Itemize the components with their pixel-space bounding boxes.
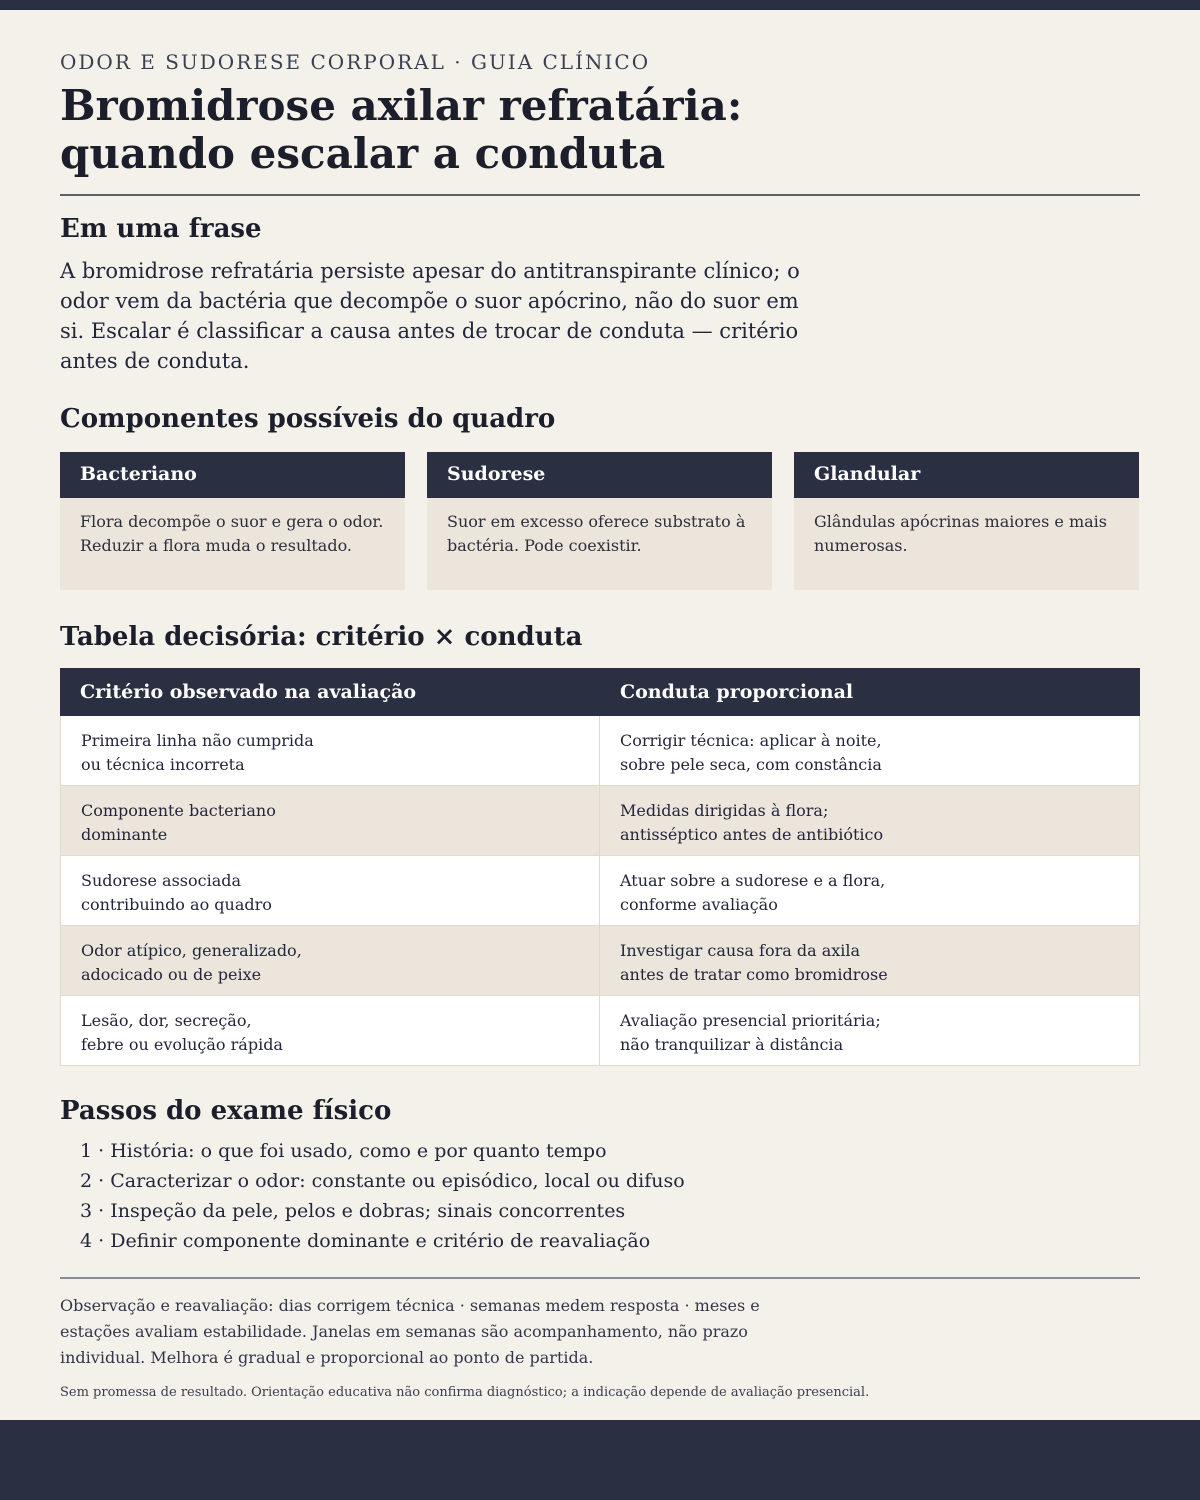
component-card-sudorese [427,452,772,590]
exam-heading: Passos do exame físico [60,1096,392,1126]
conduct-cell: Corrigir técnica: aplicar à noite, sobre pele seca, com constância [600,716,1140,785]
exam-steps-list [80,1136,1140,1256]
exam-step: 3 · Inspeção da pele, pelos e dobras; sinais concorrentes [80,1200,626,1222]
column-header-conduct: Conduta proporcional [620,681,854,703]
page-title [60,82,1140,178]
table-row [60,786,1140,856]
footer-divider [60,1277,1140,1279]
header-divider [60,194,1140,196]
card-title: Sudorese [427,452,772,498]
components-heading: Componentes possíveis do quadro [60,404,556,434]
summary-text: A bromidrose refratária persiste apesar do antitranspirante clínico; o odor vem da bactéria que decompõe o suor apócrino, não do suor em si. Escalar é classificar a causa antes de trocar de conduta — critério antes de conduta. [60,259,800,373]
conduct-cell: Medidas dirigidas à flora; antisséptico antes de antibiótico [600,786,1140,855]
conduct-cell: Investigar causa fora da axila antes de tratar como bromidrose [600,926,1140,995]
table-row [60,996,1140,1066]
component-card-bacteriano [60,452,405,590]
table-row [60,716,1140,786]
page-kicker: ODOR E SUDORESE CORPORAL · GUIA CLÍNICO [60,50,651,74]
criterion-cell: Sudorese associada contribuindo ao quadro [60,856,600,925]
top-band [0,0,1200,10]
title-line-1: Bromidrose axilar refratária: [60,81,743,130]
exam-step: 1 · História: o que foi usado, como e por quanto tempo [80,1140,607,1162]
column-header-criterion: Critério observado na avaliação [80,681,417,703]
component-card-glandular [794,452,1139,590]
table-header [60,668,1140,716]
criterion-cell: Primeira linha não cumprida ou técnica incorreta [60,716,600,785]
exam-step: 4 · Definir componente dominante e critério de reavaliação [80,1230,651,1252]
title-line-2: quando escalar a conduta [60,129,666,178]
card-body: Glândulas apócrinas maiores e mais numerosas. [814,512,1107,555]
disclaimer: Sem promessa de resultado. Orientação educativa não confirma diagnóstico; a indicação depende de avaliação presencial. [60,1385,870,1400]
summary-heading: Em uma frase [60,214,262,244]
table-row [60,926,1140,996]
observation-note: Observação e reavaliação: dias corrigem técnica · semanas medem resposta · meses e estações avaliam estabilidade. Janelas em semanas são acompanhamento, não prazo individual. Melhora é gradual e proporcional ao ponto de partida. [60,1296,760,1367]
card-body: Flora decompõe o suor e gera o odor. Reduzir a flora muda o resultado. [80,512,384,555]
card-title: Glandular [794,452,1139,498]
decision-table-heading: Tabela decisória: critério × conduta [60,622,583,652]
component-cards [60,452,1140,590]
conduct-cell: Avaliação presencial prioritária; não tranquilizar à distância [600,996,1140,1065]
conduct-cell: Atuar sobre a sudorese e a flora, conforme avaliação [600,856,1140,925]
decision-table [60,668,1140,1066]
criterion-cell: Lesão, dor, secreção, febre ou evolução rápida [60,996,600,1065]
exam-step: 2 · Caracterizar o odor: constante ou episódico, local ou difuso [80,1170,685,1192]
criterion-cell: Componente bacteriano dominante [60,786,600,855]
bottom-band [0,1420,1200,1500]
table-row [60,856,1140,926]
criterion-cell: Odor atípico, generalizado, adocicado ou de peixe [60,926,600,995]
card-title: Bacteriano [60,452,405,498]
card-body: Suor em excesso oferece substrato à bactéria. Pode coexistir. [447,512,746,555]
